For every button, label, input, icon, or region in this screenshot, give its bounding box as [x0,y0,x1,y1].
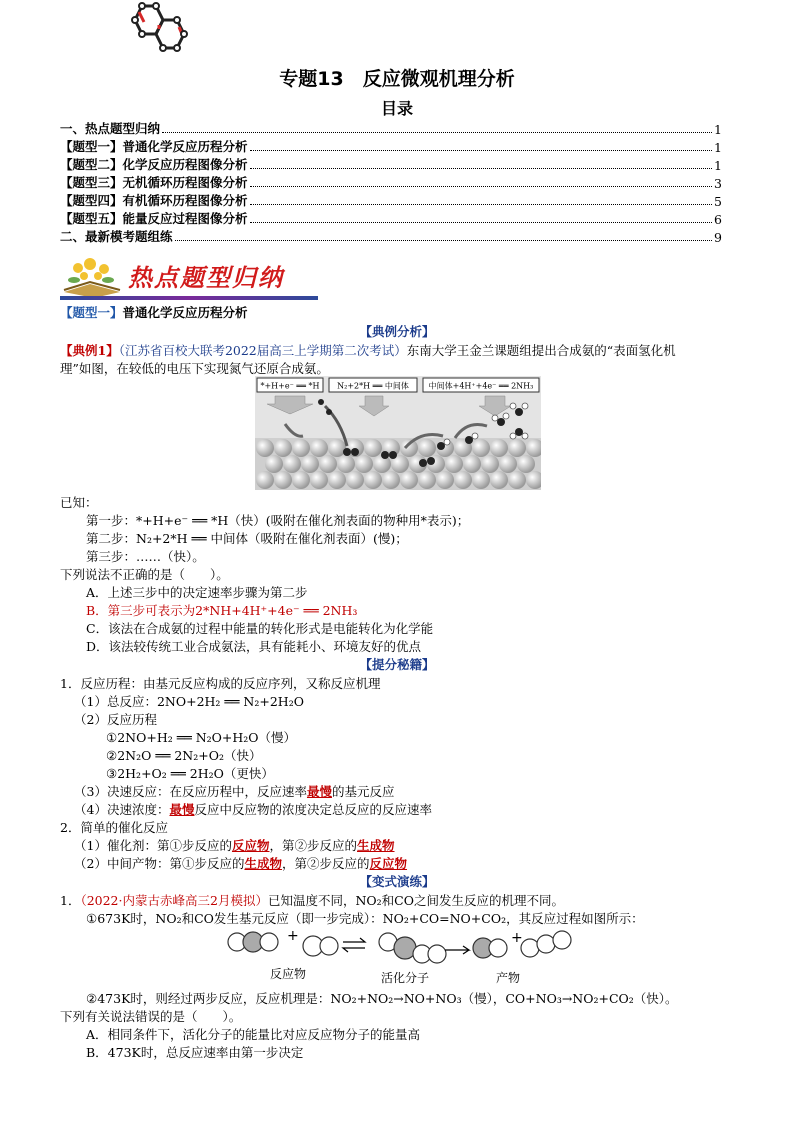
q1-question: 下列有关说法错误的是（ ）。 [60,1009,242,1024]
tips-line: （2）中间产物：第①步反应的生成物，第②步反应的反应物 [74,856,408,871]
document-title: 专题13 反应微观机理分析 [279,68,515,90]
type1-heading: 【题型一】普通化学反应历程分析 [60,305,248,320]
naphthalene-logo-icon [122,0,192,56]
q1-option-b[interactable]: B．473K时，总反应速率由第一步决定 [86,1045,304,1060]
q1-option-a[interactable]: A．相同条件下，活化分子的能量比对应反应物分子的能量高 [86,1027,421,1042]
toc-heading: 目录 [380,99,413,118]
label-activated-molecule: 活化分子 [380,971,430,985]
toc-item[interactable]: 二、最新模考题组练 9 [60,229,722,245]
label-products: 产物 [495,971,521,985]
q1-line-3: ②473K时，则经过两步反应，反应机理是：NO₂+NO₂→NO+NO₃（慢），CO+NO₃→NO₂+CO₂（快）。 [86,991,678,1006]
tips-line: ②2N₂O ══ 2N₂+O₂（快） [106,748,262,763]
tips-line: （2）反应历程 [74,712,157,727]
svg-text:+: + [511,930,523,946]
section-banner [60,252,320,302]
option-a[interactable]: A．上述三步中的决定速率步骤为第二步 [86,585,308,600]
surface-hydrogenation-figure [255,376,541,490]
tips-line: （3）决速反应：在反应历程中，反应速率最慢的基元反应 [74,784,395,799]
table-of-contents [60,119,722,245]
tips-section-heading: 【提分秘籍】 [359,657,435,672]
question-stem: 下列说法不正确的是（ ）。 [60,567,229,582]
book-flower-icon [60,254,126,300]
step-line: 第二步：N₂+2*H ══ 中间体（吸附在催化剂表面）(慢)； [86,531,408,546]
option-b[interactable]: B．第三步可表示为2*NH+4H⁺+4e⁻ ══ 2NH₃ [86,603,358,618]
tips-line: （1）催化剂：第①步反应的反应物，第②步反应的生成物 [74,838,395,853]
tips-line: ①2NO+H₂ ══ N₂O+H₂O（慢） [106,730,297,745]
svg-text:+: + [287,928,299,944]
option-d[interactable]: D．该法较传统工业合成氨法，具有能耗小、环境友好的优点 [86,639,422,654]
q1-line-2: ①673K时，NO₂和CO发生基元反应（即一步完成）：NO₂+CO=NO+CO₂，其反应过程如图所示： [86,911,644,926]
step-line: 第三步：……（快）。 [86,549,205,564]
known-label: 已知： [60,495,98,510]
q1-line-1: 1．（2022·内蒙古赤峰高三2月模拟）已知温度不同，NO₂和CO之间发生反应的机理不同。 [60,893,564,908]
banner-title: 热点题型归纳 [128,264,284,292]
step-line: 第一步：*+H+e⁻ ══ *H（快）(吸附在催化剂表面的物种用*表示)； [86,513,470,528]
toc-item[interactable]: 【题型三】无机循环历程图像分析 3 [60,175,722,191]
toc-item[interactable]: 【题型五】能量反应过程图像分析 6 [60,211,722,227]
toc-item[interactable]: 一、热点题型归纳 1 [60,121,722,137]
toc-item[interactable]: 【题型一】普通化学反应历程分析 1 [60,139,722,155]
tips-line: 1．反应历程：由基元反应构成的反应序列，又称反应机理 [60,676,381,691]
example-section-heading: 【典例分析】 [359,324,435,339]
tips-line: （4）决速浓度：最慢反应中反应物的浓度决定总反应的反应速率 [74,802,432,817]
figure-step1-label: *+H+e⁻ ══ *H [260,381,320,391]
toc-item[interactable]: 【题型四】有机循环历程图像分析 5 [60,193,722,209]
reaction-molecules-figure [225,926,575,986]
variant-section-heading: 【变式演练】 [359,874,435,889]
option-c[interactable]: C．该法在合成氨的过程中能量的转化形式是电能转化为化学能 [86,621,434,636]
tips-line: ③2H₂+O₂ ══ 2H₂O（更快） [106,766,274,781]
banner-underline [60,296,318,300]
label-reactants: 反应物 [269,967,307,981]
figure-step2-label: N₂+2*H ══ 中间体 [337,381,409,391]
tips-line: （1）总反应：2NO+2H₂ ══ N₂+2H₂O [74,694,304,709]
example-line-1: 【典例1】（江苏省百校大联考2022届高三上学期第二次考试）东南大学王金兰课题组提出合成氨的“表面氢化机 [60,343,676,358]
figure-step3-label: 中间体+4H⁺+4e⁻ ══ 2NH₃ [428,381,534,391]
example-line-2: 理”如图，在较低的电压下实现氮气还原合成氨。 [60,361,329,376]
tips-line: 2．简单的催化反应 [60,820,168,835]
toc-item[interactable]: 【题型二】化学反应历程图像分析 1 [60,157,722,173]
